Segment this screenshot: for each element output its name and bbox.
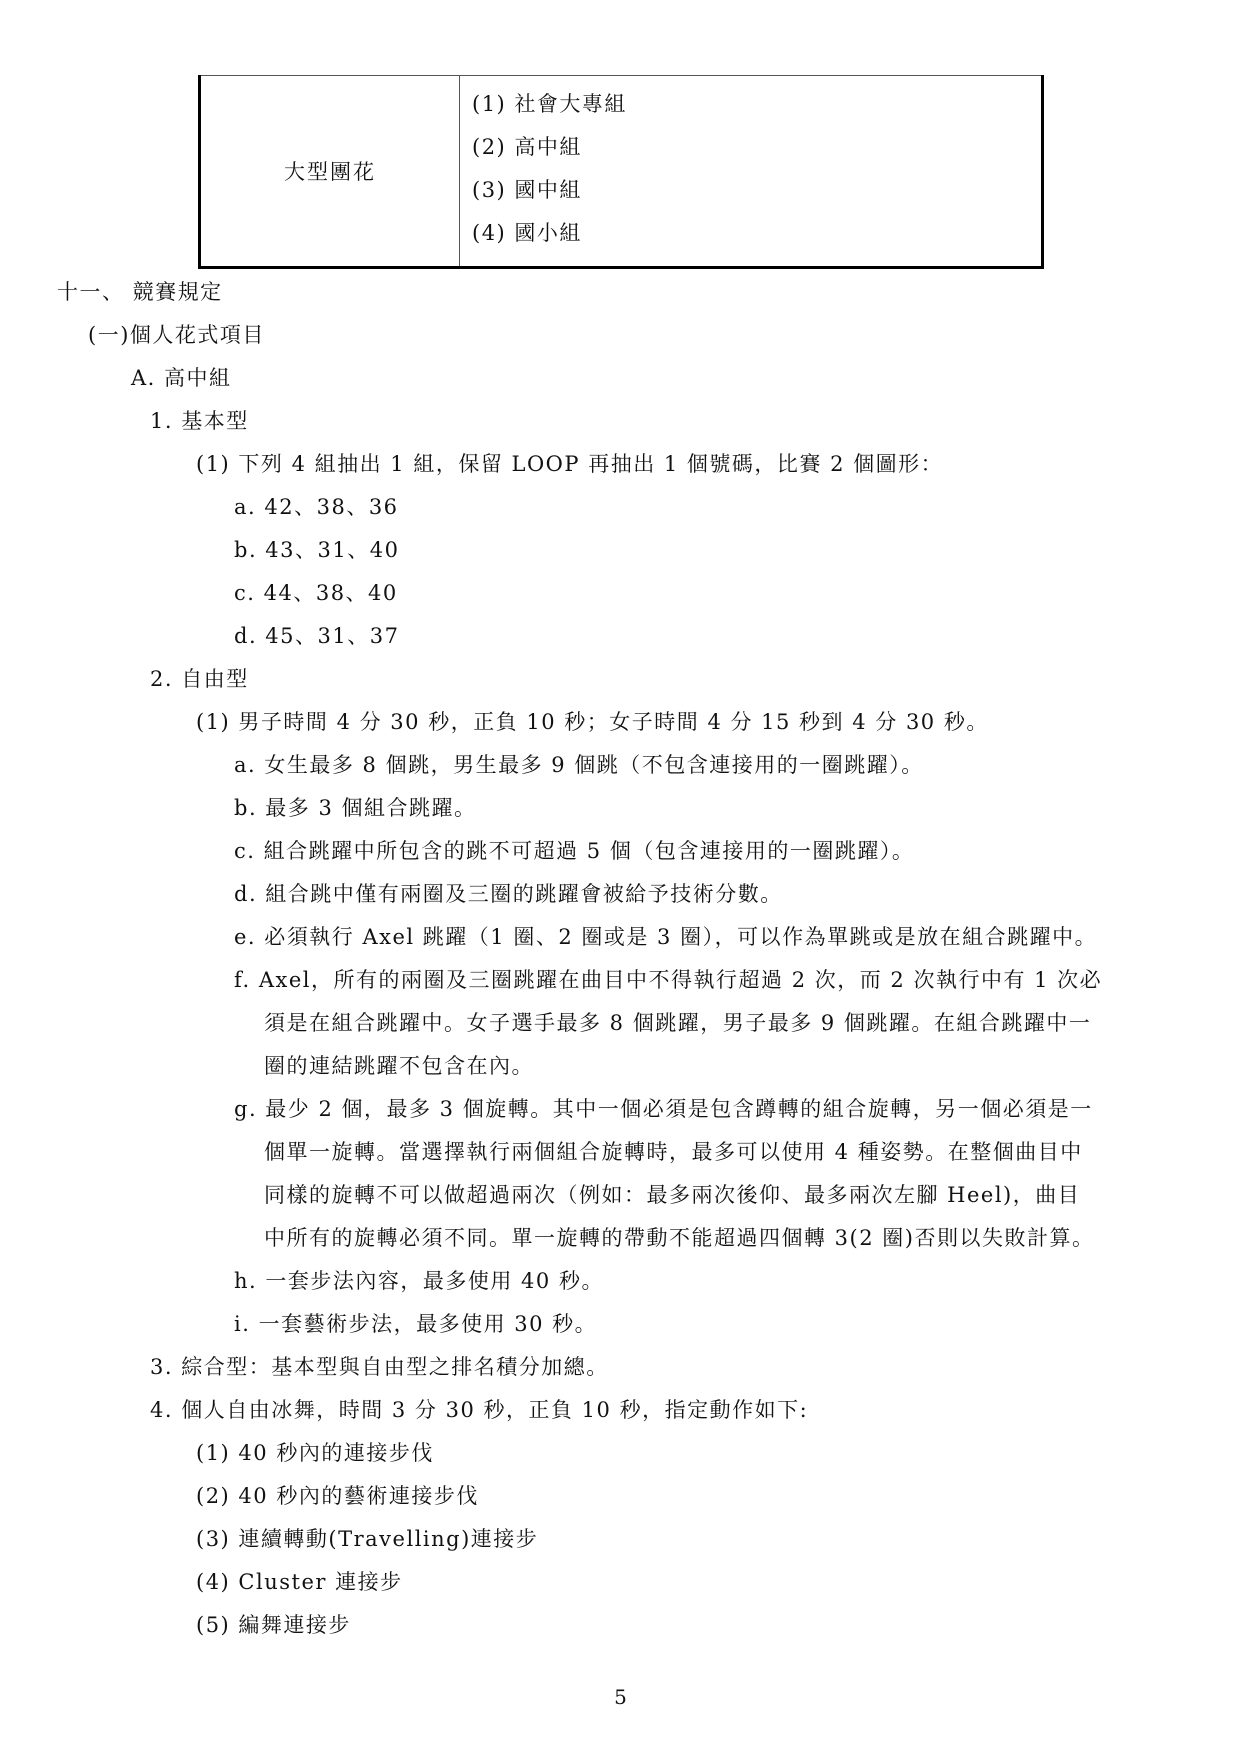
basic-rule: (1) 下列 4 組抽出 1 組，保留 LOOP 再抽出 1 個號碼，比賽 2 個圖形：	[196, 452, 944, 476]
category-table	[198, 75, 1044, 269]
free-item-b: b. 最多 3 個組合跳躍。	[234, 796, 477, 820]
group-list-cell	[460, 76, 1043, 268]
dance-item: (5) 編舞連接步	[196, 1613, 351, 1637]
free-item-i: i. 一套藝術步法，最多使用 30 秒。	[234, 1312, 598, 1336]
basic-title: 1. 基本型	[150, 409, 249, 433]
dance-item: (1) 40 秒內的連接步伐	[196, 1441, 434, 1465]
free-item-a: a. 女生最多 8 個跳，男生最多 9 個跳（不包含連接用的一圈跳躍）。	[234, 753, 924, 777]
dance-item: (2) 40 秒內的藝術連接步伐	[196, 1484, 479, 1508]
group-item: (4) 國小組	[472, 221, 582, 245]
sub-heading: (一)個人花式項目	[88, 323, 265, 347]
table-row	[200, 76, 1043, 268]
free-item-d: d. 組合跳中僅有兩圈及三圈的跳躍會被給予技術分數。	[234, 882, 783, 906]
dance-title: 4. 個人自由冰舞，時間 3 分 30 秒，正負 10 秒，指定動作如下:	[150, 1398, 809, 1422]
free-item-f-cont: 圈的連結跳躍不包含在內。	[264, 1054, 534, 1078]
free-item-g-cont: 同樣的旋轉不可以做超過兩次（例如：最多兩次後仰、最多兩次左腳 Heel)，曲目	[264, 1183, 1081, 1207]
basic-option: a. 42、38、36	[234, 495, 399, 519]
free-item-f-cont: 須是在組合跳躍中。女子選手最多 8 個跳躍，男子最多 9 個跳躍。在組合跳躍中一	[264, 1011, 1092, 1035]
free-item-h: h. 一套步法內容，最多使用 40 秒。	[234, 1269, 604, 1293]
group-item: (3) 國中組	[472, 178, 582, 202]
free-item-g: g. 最少 2 個，最多 3 個旋轉。其中一個必須是包含蹲轉的組合旋轉，另一個必須是一	[234, 1097, 1093, 1121]
free-item-f: f. Axel，所有的兩圈及三圈跳躍在曲目中不得執行超過 2 次，而 2 次執行中有 1 次必	[234, 968, 1103, 992]
free-item-g-cont: 個單一旋轉。當選擇執行兩個組合旋轉時，最多可以使用 4 種姿勢。在整個曲目中	[264, 1140, 1083, 1164]
free-item-g-cont: 中所有的旋轉必須不同。單一旋轉的帶動不能超過四個轉 3(2 圈)否則以失敗計算。	[264, 1226, 1095, 1250]
free-item-c: c. 組合跳躍中所包含的跳不可超過 5 個（包含連接用的一圈跳躍）。	[234, 839, 915, 863]
basic-option: d. 45、31、37	[234, 624, 400, 648]
dance-item: (4) Cluster 連接步	[196, 1570, 403, 1594]
basic-option: c. 44、38、40	[234, 581, 398, 605]
group-item: (1) 社會大專組	[472, 92, 627, 116]
section-heading: 十一、 競賽規定	[57, 280, 223, 304]
free-title: 2. 自由型	[150, 667, 249, 691]
free-item-e: e. 必須執行 Axel 跳躍（1 圈、2 圈或是 3 圈），可以作為單跳或是放在組合跳躍中。	[234, 925, 1098, 949]
page-number: 5	[614, 1685, 627, 1709]
combined-title: 3. 綜合型：基本型與自由型之排名積分加總。	[150, 1355, 609, 1379]
dance-item: (3) 連續轉動(Travelling)連接步	[196, 1527, 539, 1551]
basic-option: b. 43、31、40	[234, 538, 400, 562]
category-cell: 大型團花	[200, 76, 460, 268]
free-rule: (1) 男子時間 4 分 30 秒，正負 10 秒；女子時間 4 分 15 秒到 4 分 30 秒。	[196, 710, 989, 734]
group-heading: A. 高中組	[131, 366, 232, 390]
group-item: (2) 高中組	[472, 135, 582, 159]
